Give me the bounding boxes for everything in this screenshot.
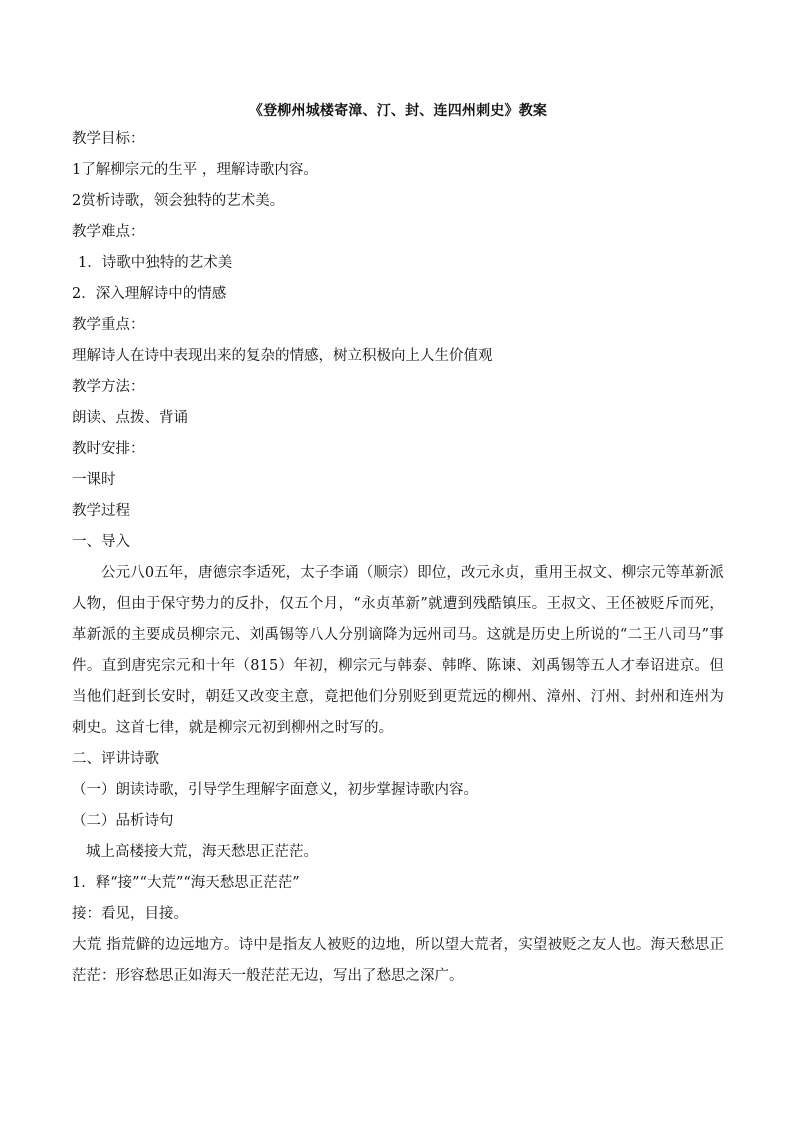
section-intro-heading: 一、导入 <box>72 534 130 550</box>
key-point-text: 理解诗人在诗中表现出来的复杂的情感，树立积极向上人生价值观 <box>72 348 493 364</box>
schedule-text: 一课时 <box>72 472 116 488</box>
subsection-1: （一）朗读诗歌，引导学生理解字面意义，初步掌握诗歌内容。 <box>72 782 478 798</box>
heading-process: 教学过程 <box>72 503 130 519</box>
heading-objectives: 教学目标： <box>72 131 145 147</box>
difficulty-1: 1．诗歌中独特的艺术美 <box>78 255 233 271</box>
objective-1: 1了解柳宗元的生平 ，理解诗歌内容。 <box>72 162 318 178</box>
objective-2: 2赏析诗歌，领会独特的艺术美。 <box>72 193 285 209</box>
heading-difficulties: 教学难点： <box>72 224 145 240</box>
section-2-heading: 二、评讲诗歌 <box>72 751 159 767</box>
intro-paragraph: 公元八0五年，唐德宗李适死，太子李诵（顺宗）即位，改元永贞，重用王叔文、柳宗元等革新派人物，但由于保守势力的反扑，仅五个月，“永贞革新”就遭到残酷镇压。王叔文、王伾被贬斥而死，革新派的主要成员柳宗元、刘禹锡等八人分别谪降为远州司马。这就是历史上所说的“二王八司马”事件。直到唐宪宗元和十年（815）年初，柳宗元与韩泰、韩晔、陈谏、刘禹锡等五人才奉诏进京。但当他们赶到长安时，朝廷又改变主意，竟把他们分别贬到更荒远的柳州、漳州、汀州、封州和连州为刺史。这首七律，就是柳宗元初到柳州之时写的。 <box>72 565 724 736</box>
heading-methods: 教学方法： <box>72 379 145 395</box>
poem-line: 城上高楼接大荒，海天愁思正茫茫。 <box>86 844 318 860</box>
definition-jie: 接：看见，目接。 <box>72 906 188 922</box>
heading-schedule: 教时安排： <box>72 441 145 457</box>
subsection-2: （二）品析诗句 <box>72 813 174 829</box>
heading-key-points: 教学重点： <box>72 317 145 333</box>
document-page <box>72 98 724 992</box>
definition-dahuang: 大荒 指荒僻的边远地方。诗中是指友人被贬的边地，所以望大荒者，实望被贬之友人也。海天愁思正茫茫：形容愁思正如海天一般茫茫无边，写出了愁思之深广。 <box>72 937 724 984</box>
methods-text: 朗读、点拨、背诵 <box>72 410 188 426</box>
difficulty-2: 2．深入理解诗中的情感 <box>72 286 227 302</box>
document-title: 《登柳州城楼寄漳、汀、封、连四州刺史》教案 <box>248 103 548 119</box>
item-1: 1．释“接”“大荒”“海天愁思正茫茫” <box>72 875 300 891</box>
